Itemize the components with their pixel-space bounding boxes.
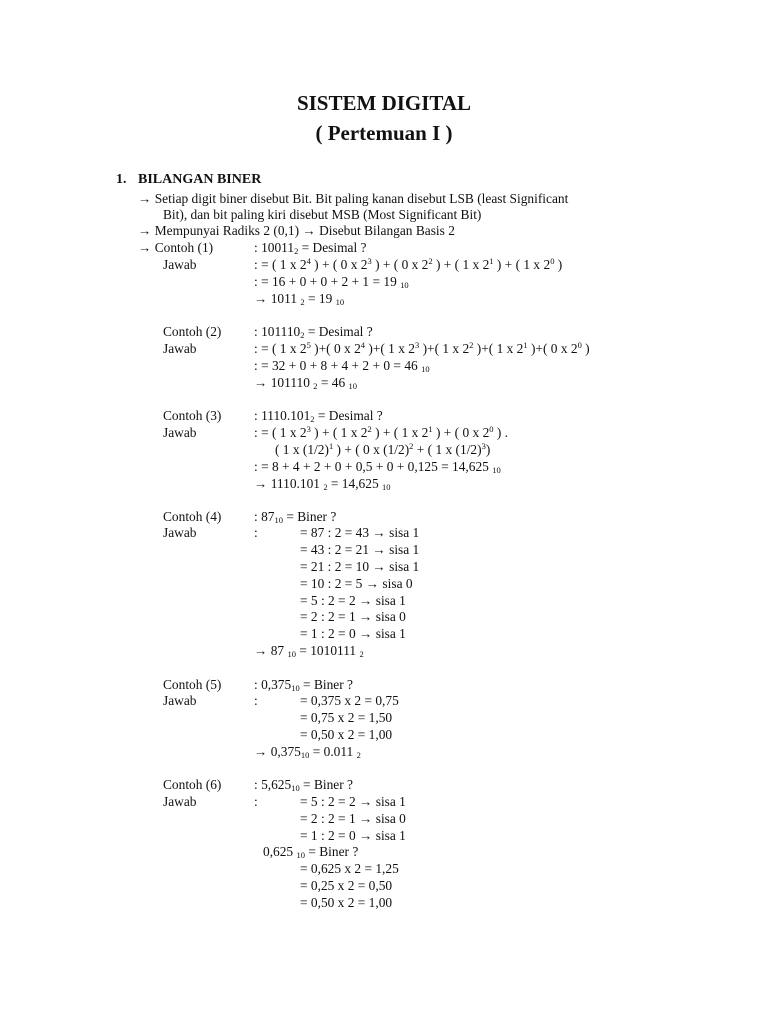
subscript: 10 (381, 482, 391, 492)
example-4-step-5 (300, 592, 406, 609)
example-2-question (254, 323, 373, 340)
text-segment: ) + ( 0 x 2 (432, 425, 490, 440)
text-segment: → 0,375 (254, 744, 301, 759)
example-6-label (163, 776, 221, 793)
text-segment: ) + ( 0 x (1/2) (333, 442, 410, 457)
text-segment: = 0,50 x 2 = 1,00 (300, 727, 393, 742)
text-segment: = 43 : 2 = 21 → sisa 1 (300, 542, 420, 557)
subscript: 2 (300, 330, 305, 340)
title-line-2: ( Pertemuan I ) (315, 121, 453, 145)
superscript: 1 (428, 424, 433, 434)
example-2-step-2 (254, 357, 430, 374)
example-6-step-5 (300, 877, 392, 894)
subscript: 10 (274, 515, 283, 525)
text-segment: Contoh (2) (163, 324, 222, 339)
example-6-step-1 (300, 793, 406, 810)
text-segment: = Desimal ? (304, 324, 373, 339)
example-4-jawab-label (163, 524, 196, 541)
text-segment: → 1011 (254, 291, 301, 306)
example-3-question (254, 407, 383, 424)
text-segment: Contoh (3) (163, 408, 222, 423)
text-segment: Bit), dan bit paling kiri disebut MSB (Most Significant Bit) (163, 207, 482, 222)
subscript: 10 (300, 750, 310, 760)
text-segment: = 5 : 2 = 2 → sisa 1 (300, 593, 406, 608)
example-3-jawab-label (163, 424, 196, 441)
superscript: 4 (360, 340, 366, 350)
text-segment: = 2 : 2 = 1 → sisa 0 (300, 609, 406, 624)
example-2-label (163, 323, 221, 340)
text-segment: Contoh (4) (163, 509, 222, 524)
text-segment: )+( 1 x 2 (473, 341, 524, 356)
text-segment: = 0.011 (309, 744, 357, 759)
text-segment: → Contoh (1) (138, 240, 214, 255)
text-segment: : 0,375 (254, 677, 292, 692)
bullet-line-1-cont (163, 206, 481, 223)
example-5-colon (254, 692, 258, 709)
subscript: 10 (291, 783, 300, 793)
text-segment: → 101110 (254, 375, 314, 390)
text-segment: ) . (493, 425, 509, 440)
superscript: 2 (409, 441, 414, 451)
superscript: 2 (428, 256, 433, 266)
text-segment: = 19 (304, 291, 336, 306)
document-title (0, 88, 768, 148)
example-5-step-1 (300, 692, 399, 709)
example-4-question (254, 508, 336, 525)
text-segment: : = 32 + 0 + 8 + 4 + 2 + 0 = 46 (254, 358, 422, 373)
text-segment: Jawab (163, 525, 197, 540)
subscript: 2 (356, 750, 361, 760)
example-4-step-1 (300, 524, 419, 541)
superscript: 3 (367, 256, 372, 266)
superscript: 1 (328, 441, 334, 451)
example-5-step-3 (300, 726, 392, 743)
example-5-step-2 (300, 709, 392, 726)
text-segment: ) + ( 1 x 2 (371, 425, 429, 440)
text-segment: Jawab (163, 257, 197, 272)
subscript: 10 (335, 297, 345, 307)
text-segment: = 5 : 2 = 2 → sisa 1 (300, 794, 406, 809)
text-segment: = Biner ? (282, 509, 337, 524)
example-1-jawab-label (163, 256, 196, 273)
example-6-question (254, 776, 353, 793)
text-segment: = 1 : 2 = 0 → sisa 1 (300, 828, 406, 843)
example-1-question (254, 239, 366, 256)
superscript: 3 (306, 424, 311, 434)
text-segment: ) + ( 1 x 2 (310, 425, 368, 440)
text-segment: ) + ( 0 x 2 (310, 257, 368, 272)
subscript: 10 (291, 683, 300, 693)
example-5-jawab-label (163, 692, 196, 709)
example-6-fraction-question (263, 843, 358, 860)
section-number: 1. (116, 172, 127, 187)
example-1-result (254, 290, 344, 307)
text-segment: : 10011 (254, 240, 295, 255)
text-segment: = 0,25 x 2 = 0,50 (300, 878, 393, 893)
example-4-result (254, 642, 364, 659)
subscript: 2 (323, 482, 328, 492)
text-segment: Jawab (163, 341, 197, 356)
example-6-step-6 (300, 894, 392, 911)
text-segment: )+( 1 x 2 (419, 341, 470, 356)
subscript: 10 (400, 280, 409, 290)
text-segment: = Biner ? (304, 844, 359, 859)
example-3-result (254, 475, 390, 492)
bullet-line-2 (138, 222, 455, 239)
superscript: 2 (469, 340, 474, 350)
text-segment: : 5,625 (254, 777, 292, 792)
superscript: 0 (489, 424, 494, 434)
subscript: 2 (313, 381, 318, 391)
text-segment: Contoh (5) (163, 677, 222, 692)
text-segment: + ( 1 x (1/2) (413, 442, 482, 457)
superscript: 3 (414, 340, 420, 350)
text-segment: ) + ( 1 x 2 (432, 257, 490, 272)
example-6-colon (254, 793, 258, 810)
example-4-step-6 (300, 608, 406, 625)
text-segment: = 10 : 2 = 5 → sisa 0 (300, 576, 413, 591)
text-segment: = 46 (317, 375, 349, 390)
text-segment: = 0,50 x 2 = 1,00 (300, 895, 393, 910)
text-segment: )+( 1 x 2 (365, 341, 415, 356)
text-segment: : (254, 525, 258, 540)
text-segment: → 1110.101 (254, 476, 324, 491)
bullet-line-1 (138, 190, 568, 207)
example-1-label (138, 239, 213, 256)
superscript: 5 (306, 340, 311, 350)
superscript: 1 (489, 256, 494, 266)
text-segment: = 1 : 2 = 0 → sisa 1 (300, 626, 406, 641)
text-segment: ) + ( 1 x 2 (493, 257, 551, 272)
text-segment: : (254, 693, 258, 708)
text-segment: ( 1 x (1/2) (275, 442, 329, 457)
text-segment: ) (554, 257, 563, 272)
text-segment: 0,625 (263, 844, 297, 859)
example-4-step-7 (300, 625, 406, 642)
example-2-step-1 (254, 340, 590, 357)
example-4-colon (254, 524, 258, 541)
subscript: 10 (421, 364, 430, 374)
superscript: 0 (577, 340, 582, 350)
text-segment: = Biner ? (299, 677, 353, 692)
text-segment: : = ( 1 x 2 (254, 341, 307, 356)
example-3-step-2 (254, 458, 501, 475)
example-4-step-2 (300, 541, 419, 558)
text-segment: : 1110.101 (254, 408, 311, 423)
text-segment: = 87 : 2 = 43 → sisa 1 (300, 525, 420, 540)
example-6-step-2 (300, 810, 406, 827)
text-segment: : 87 (254, 509, 275, 524)
subscript: 2 (310, 414, 315, 424)
text-segment: = 0,375 x 2 = 0,75 (300, 693, 399, 708)
text-segment: Jawab (163, 425, 197, 440)
example-5-question (254, 676, 353, 693)
subscript: 2 (294, 246, 299, 256)
section-title: BILANGAN BINER (138, 172, 262, 187)
text-segment: Contoh (6) (163, 777, 222, 792)
subscript: 2 (300, 297, 305, 307)
example-3-step-1 (254, 424, 508, 441)
text-segment: : (254, 794, 258, 809)
subscript: 10 (492, 465, 501, 475)
text-segment: = 1010111 (295, 643, 360, 658)
example-2-result (254, 374, 357, 391)
text-segment: = 2 : 2 = 1 → sisa 0 (300, 811, 406, 826)
text-segment: = Desimal ? (298, 240, 367, 255)
subscript: 10 (296, 850, 305, 860)
example-6-jawab-label (163, 793, 196, 810)
text-segment: Jawab (163, 794, 197, 809)
text-segment: )+( 0 x 2 (310, 341, 361, 356)
text-segment: = Biner ? (299, 777, 353, 792)
text-segment: → 87 (254, 643, 288, 658)
text-segment: → Mempunyai Radiks 2 (0,1) → Disebut Bilangan Basis 2 (138, 223, 455, 238)
text-segment: ) (485, 442, 491, 457)
text-segment: = 0,75 x 2 = 1,50 (300, 710, 393, 725)
example-5-result (254, 743, 361, 760)
example-3-label (163, 407, 221, 424)
superscript: 2 (367, 424, 372, 434)
text-segment: : = 8 + 4 + 2 + 0 + 0,5 + 0 + 0,125 = 14,625 (254, 459, 493, 474)
example-5-label (163, 676, 221, 693)
text-segment: = 21 : 2 = 10 → sisa 1 (300, 559, 420, 574)
text-segment: = 14,625 (327, 476, 382, 491)
superscript: 1 (523, 340, 528, 350)
example-1-step-1 (254, 256, 562, 273)
example-4-step-4 (300, 575, 413, 592)
example-6-step-3 (300, 827, 406, 844)
text-segment: : = ( 1 x 2 (254, 257, 307, 272)
example-3-step-1-cont (275, 441, 490, 458)
example-4-step-3 (300, 558, 419, 575)
superscript: 3 (481, 441, 486, 451)
example-4-label (163, 508, 221, 525)
text-segment: ) + ( 0 x 2 (371, 257, 429, 272)
example-1-step-2 (254, 273, 409, 290)
text-segment: → Setiap digit biner disebut Bit. Bit paling kanan disebut LSB (least Significant (138, 191, 569, 206)
text-segment: = 0,625 x 2 = 1,25 (300, 861, 399, 876)
text-segment: = Desimal ? (314, 408, 383, 423)
text-segment: : 101110 (254, 324, 301, 339)
example-2-jawab-label (163, 340, 196, 357)
superscript: 0 (550, 256, 555, 266)
text-segment: : = ( 1 x 2 (254, 425, 307, 440)
text-segment: ) (581, 341, 590, 356)
section-heading (116, 171, 261, 188)
example-6-step-4 (300, 860, 399, 877)
text-segment: )+( 0 x 2 (527, 341, 578, 356)
text-segment: : = 16 + 0 + 0 + 2 + 1 = 19 (254, 274, 401, 289)
subscript: 10 (287, 649, 296, 659)
text-segment: Jawab (163, 693, 197, 708)
subscript: 2 (359, 649, 364, 659)
superscript: 4 (306, 256, 311, 266)
subscript: 10 (348, 381, 358, 391)
title-line-1: SISTEM DIGITAL (296, 91, 472, 115)
